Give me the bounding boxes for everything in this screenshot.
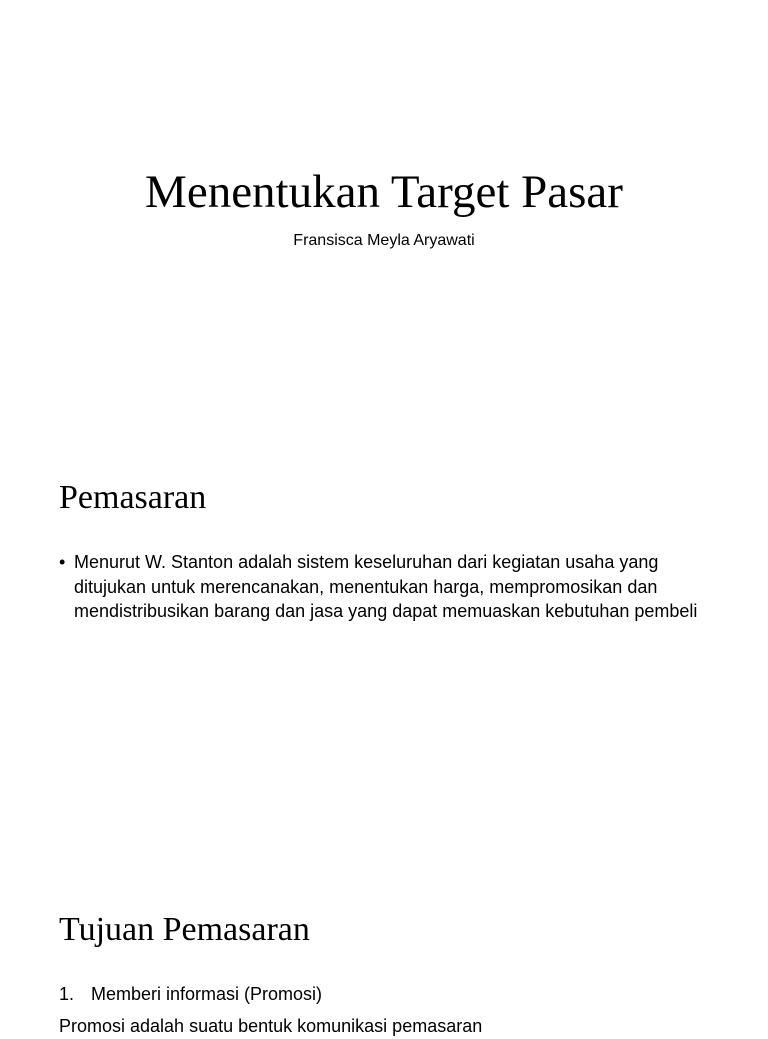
bullet-mark: • [59,552,66,572]
item-text: Memberi informasi (Promosi) [91,984,323,1004]
slide-heading: Tujuan Pemasaran [59,911,310,948]
bullet-list [59,550,719,624]
bullet-item [59,550,719,624]
slide-heading: Pemasaran [59,479,207,516]
presentation-author: Fransisca Meyla Aryawati [293,232,475,249]
slide-pemasaran [0,432,768,864]
numbered-list [59,982,719,1007]
item-number: 1. [59,984,75,1004]
presentation-title: Menentukan Target Pasar [145,166,623,218]
bullet-text: Menurut W. Stanton adalah sistem keseluruhan dari kegiatan usaha yang ditujukan untuk merencanakan, menentukan harga, mempromosikan dan mendistribusikan barang dan jasa yang dapat memuaskan kebutuhan pembeli [74,552,698,621]
slide-tujuan-pemasaran [0,864,768,1036]
partial-paragraph: Promosi adalah suatu bentuk komunikasi pemasaran [59,1016,483,1036]
slide-title [0,0,768,432]
numbered-item [59,982,719,1007]
